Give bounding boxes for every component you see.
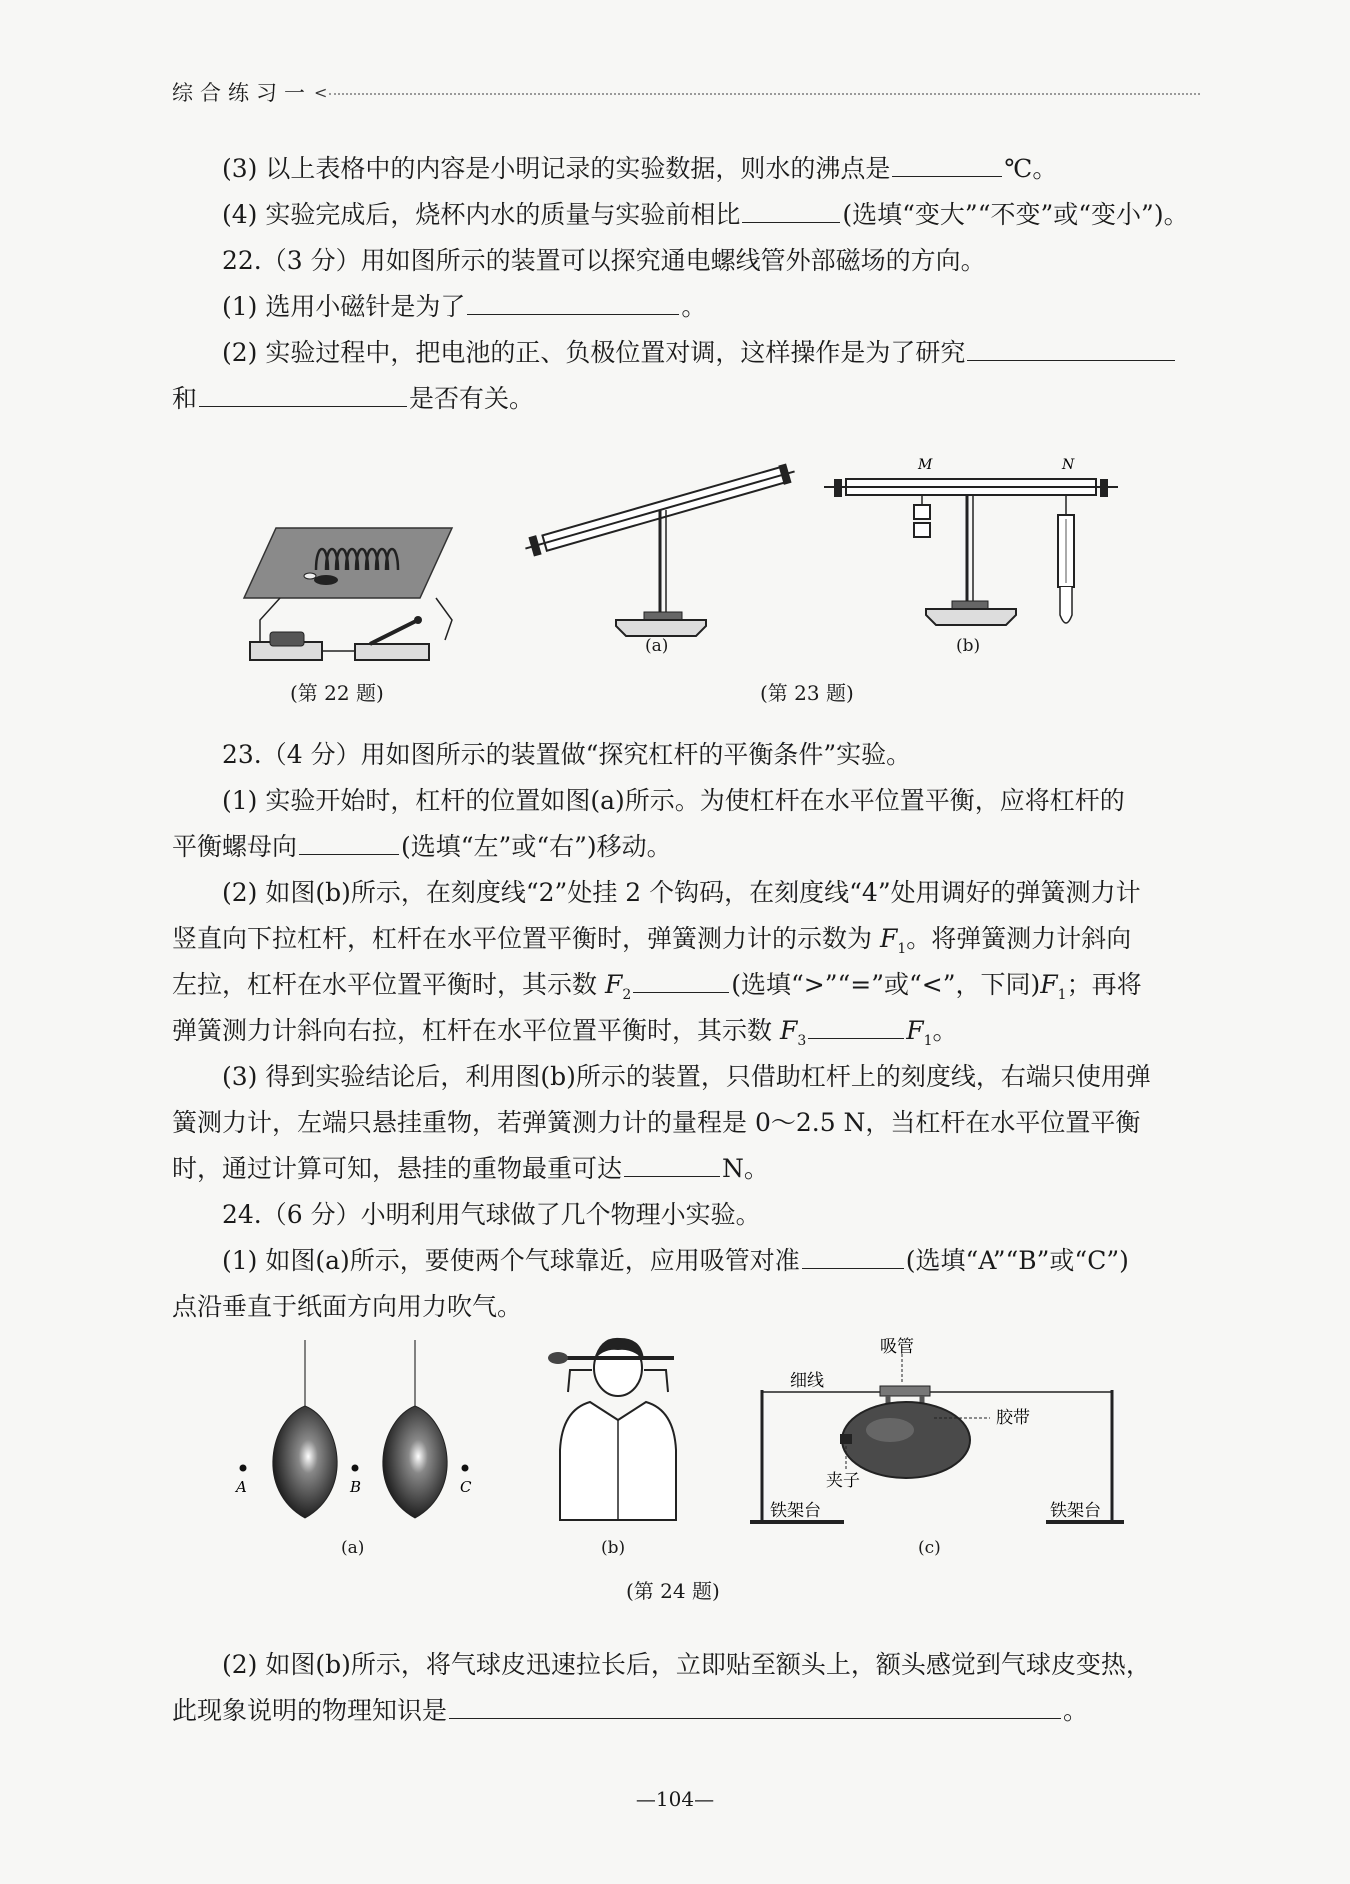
- fig24-label-a: (a): [341, 1538, 365, 1558]
- symbol-f1: F: [906, 1016, 924, 1045]
- q23-part2-line4: [172, 1014, 1192, 1058]
- q23-part2-tail3: (选填“>”“=”或“<”，下同): [731, 970, 1041, 999]
- q23-part2-line2: [172, 922, 1192, 966]
- fig24-label-c: (c): [918, 1538, 941, 1558]
- balloons-figure-a: [230, 1340, 490, 1540]
- label-thread: 细线: [790, 1371, 824, 1391]
- caption-q23: (第 23 题): [760, 681, 854, 705]
- q24-part1: [222, 1244, 1192, 1278]
- running-header: [172, 76, 1200, 108]
- q23-part3-end: N。: [722, 1154, 769, 1183]
- page-number: —104—: [635, 1787, 715, 1811]
- q21-part4: [222, 198, 1192, 232]
- balloon-rocket-figure-c: [740, 1330, 1140, 1530]
- q23-part2-text4: 弹簧测力计斜向右拉，杠杆在水平位置平衡时，其示数: [172, 1016, 773, 1045]
- caption-q22: (第 22 题): [290, 681, 384, 705]
- q23-part1: (1) 实验开始时，杠杆的位置如图(a)所示。为使杠杆在水平位置平衡，应将杠杆的: [222, 786, 1125, 815]
- symbol-f1: F: [1040, 970, 1058, 999]
- solenoid-apparatus-figure: [240, 520, 470, 670]
- answer-blank[interactable]: [299, 830, 399, 855]
- q22-part2-text: (2) 实验过程中，把电池的正、负极位置对调，这样操作是为了研究: [222, 338, 966, 367]
- q24-stem: 24.（6 分）小明利用气球做了几个物理小实验。: [222, 1200, 761, 1229]
- symbol-f2-sub: 2: [622, 987, 632, 1003]
- point-c: C: [460, 1478, 472, 1496]
- header-title: 综合练习一: [172, 81, 312, 105]
- fig23-label-b: (b): [956, 636, 981, 656]
- label-tape: 胶带: [996, 1408, 1030, 1428]
- q24-part1-tail: (选填“A”“B”或“C”): [905, 1246, 1129, 1275]
- q21-part4-tail: (选填“变大”“不变”或“变小”)。: [842, 200, 1189, 229]
- q22-part2-end: 是否有关。: [409, 384, 535, 413]
- q23-part2-tail3b: ；再将: [1066, 970, 1142, 999]
- answer-blank[interactable]: [449, 1694, 1061, 1719]
- q23-part2: (2) 如图(b)所示，在刻度线“2”处挂 2 个钩码，在刻度线“4”处用调好的弹簧测力计: [222, 878, 1141, 907]
- q22-part2-cont: [172, 382, 1192, 416]
- q22-part2: [222, 336, 1192, 370]
- answer-blank[interactable]: [892, 152, 1002, 177]
- answer-blank[interactable]: [633, 968, 729, 993]
- label-straw: 吸管: [880, 1337, 914, 1357]
- q22-part2-and: 和: [172, 384, 198, 413]
- label-stand-left: 铁架台: [770, 1501, 821, 1521]
- answer-blank[interactable]: [467, 290, 679, 315]
- q22-stem: 22.（3 分）用如图所示的装置可以探究通电螺线管外部磁场的方向。: [222, 246, 986, 275]
- q21-part3-text: (3) 以上表格中的内容是小明记录的实验数据，则水的沸点是: [222, 154, 891, 183]
- q22-part1: [222, 290, 1192, 324]
- symbol-f1: F: [879, 924, 898, 953]
- boy-balloon-figure-b: [540, 1330, 700, 1530]
- q23-stem: 23.（4 分）用如图所示的装置做“探究杠杆的平衡条件”实验。: [222, 740, 912, 769]
- q22-part1-text: (1) 选用小磁针是为了: [222, 292, 466, 321]
- answer-blank[interactable]: [808, 1014, 904, 1039]
- q23-part1-cont: [172, 830, 1192, 864]
- answer-blank[interactable]: [802, 1244, 904, 1269]
- caption-q24: (第 24 题): [626, 1579, 720, 1603]
- lever-figure-b: [822, 455, 1122, 645]
- label-n: N: [1062, 457, 1075, 473]
- label-clip: 夹子: [826, 1471, 860, 1491]
- lever-figure-a: [520, 440, 810, 640]
- q21-part3-unit: ℃。: [1004, 154, 1058, 183]
- symbol-f3: F: [779, 1016, 798, 1045]
- q21-part3: [222, 152, 1192, 186]
- fig24-label-b: (b): [601, 1538, 626, 1558]
- q23-part2-text: 竖直向下拉杠杆，杠杆在水平位置平衡时，弹簧测力计的示数为: [172, 924, 873, 953]
- answer-blank[interactable]: [742, 198, 840, 223]
- answer-blank[interactable]: [199, 382, 407, 407]
- label-m: M: [918, 457, 933, 473]
- q23-part3-line2: 簧测力计，左端只悬挂重物，若弹簧测力计的量程是 0～2.5 N，当杠杆在水平位置平衡: [172, 1108, 1141, 1137]
- symbol-f1-sub: 1: [923, 1033, 933, 1049]
- q23-part3: (3) 得到实验结论后，利用图(b)所示的装置，只借助杠杆上的刻度线，右端只使用弹: [222, 1062, 1151, 1091]
- q24-part2-text: 此现象说明的物理知识是: [172, 1696, 448, 1725]
- q24-part2-cont: [172, 1694, 1192, 1728]
- symbol-f1-sub: 1: [897, 941, 907, 957]
- answer-blank[interactable]: [624, 1152, 720, 1177]
- symbol-f2: F: [604, 970, 623, 999]
- answer-blank[interactable]: [967, 336, 1175, 361]
- q22-part1-end: 。: [681, 292, 707, 321]
- point-b: B: [350, 1478, 362, 1496]
- q23-part2-text3: 左拉，杠杆在水平位置平衡时，其示数: [172, 970, 598, 999]
- q23-part1-tail: (选填“左”或“右”)移动。: [401, 832, 672, 861]
- header-arrow-icon: <: [314, 82, 328, 102]
- fig23-label-a: (a): [645, 636, 669, 656]
- q23-part3-text: 时，通过计算可知，悬挂的重物最重可达: [172, 1154, 623, 1183]
- q23-part2-end: 。: [932, 1016, 958, 1045]
- q24-part1-text: (1) 如图(a)所示，要使两个气球靠近，应用吸管对准: [222, 1246, 800, 1275]
- label-stand-right: 铁架台: [1050, 1501, 1101, 1521]
- header-dotted-rule: [329, 93, 1200, 95]
- q24-part2-end: 。: [1063, 1696, 1089, 1725]
- q23-part3-line3: [172, 1152, 1192, 1186]
- point-a: A: [236, 1478, 247, 1496]
- symbol-f3-sub: 3: [797, 1033, 807, 1049]
- q24-part1-cont: 点沿垂直于纸面方向用力吹气。: [172, 1292, 523, 1321]
- q24-part2: (2) 如图(b)所示，将气球皮迅速拉长后，立即贴至额头上，额头感觉到气球皮变热，: [222, 1650, 1151, 1679]
- q23-part2-line3: [172, 968, 1192, 1012]
- q23-part1-text: 平衡螺母向: [172, 832, 298, 861]
- q23-part2-tail: 。将弹簧测力计斜向: [906, 924, 1132, 953]
- q21-part4-text: (4) 实验完成后，烧杯内水的质量与实验前相比: [222, 200, 741, 229]
- symbol-f1-sub: 1: [1057, 987, 1067, 1003]
